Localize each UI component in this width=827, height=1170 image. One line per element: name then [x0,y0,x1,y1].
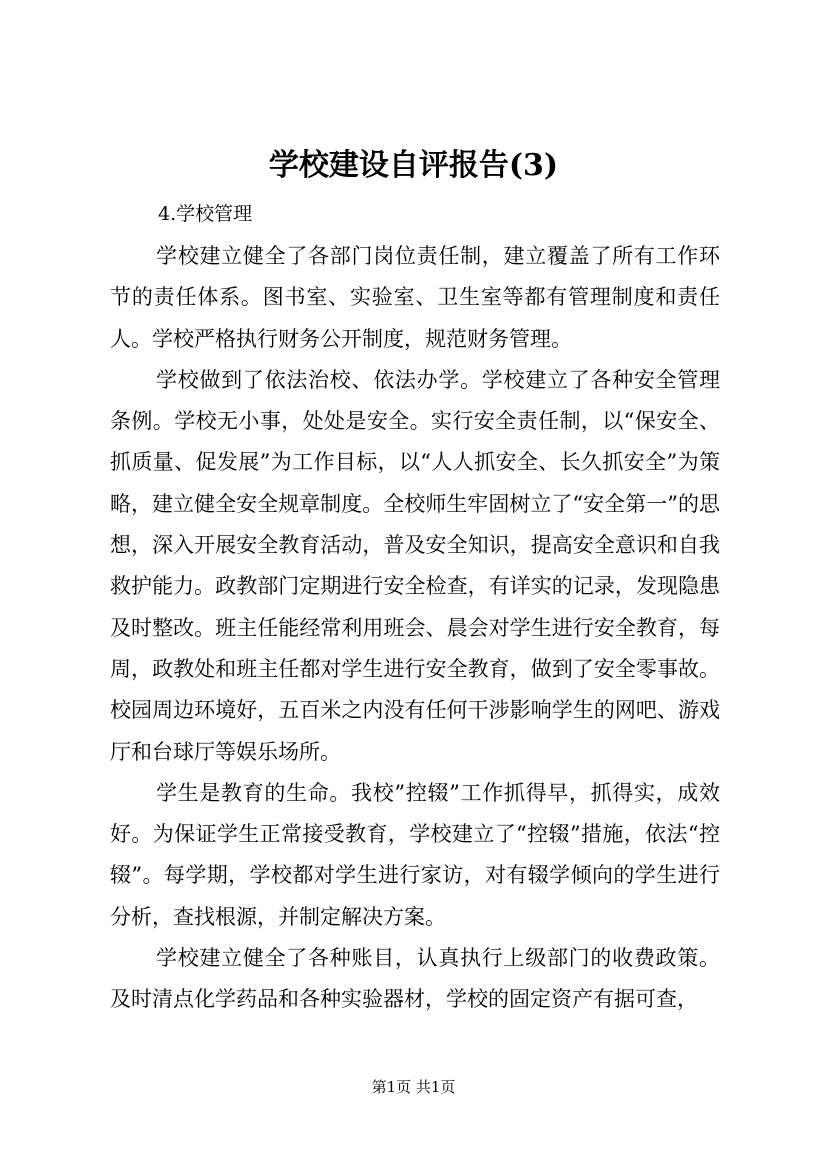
page-footer: 第1页 共1页 [371,1078,456,1096]
paragraph-accounts: 学校建立健全了各种账目，认真执行上级部门的收费政策。及时清点化学药品和各种实验器材，学校的固定资产有据可查， [110,946,720,1012]
document-title: 学校建设自评报告(3) [268,148,559,183]
paragraph-safety: 学校做到了依法治校、依法办学。学校建立了各种安全管理条例。学校无小事，处处是安全。实行安全责任制，以“保安全、抓质量、促发展”为工作目标，以“人人抓安全、长久抓安全”为策略，建立健全安全规章制度。全校师生牢固树立了“安全第一”的思想，深入开展安全教育活动，普及安全知识，提高安全意识和自我救护能力。政教部门定期进行安全检查，有详实的记录，发现隐患及时整改。班主任能经常利用班会、晨会对学生进行安全教育，每周，政教处和班主任都对学生进行安全教育，做到了安全零事故。校园周边环境好，五百米之内没有任何干涉影响学生的网吧、游戏厅和台球厅等娱乐场所。 [110,367,720,764]
paragraph-responsibility: 学校建立健全了各部门岗位责任制，建立覆盖了所有工作环节的责任体系。图书室、实验室、卫生室等都有管理制度和责任人。学校严格执行财务公开制度，规范财务管理。 [110,244,720,351]
paragraph-dropout-control: 学生是教育的生命。我校”控辍”工作抓得早，抓得实，成效好。为保证学生正常接受教育，学校建立了“控辍”措施，依法“控辍”。每学期，学校都对学生进行家访，对有辍学倾向的学生进行分析，查找根源，并制定解决方案。 [110,780,720,929]
document-body [110,236,720,1021]
section-heading: 4.学校管理 [158,203,253,225]
